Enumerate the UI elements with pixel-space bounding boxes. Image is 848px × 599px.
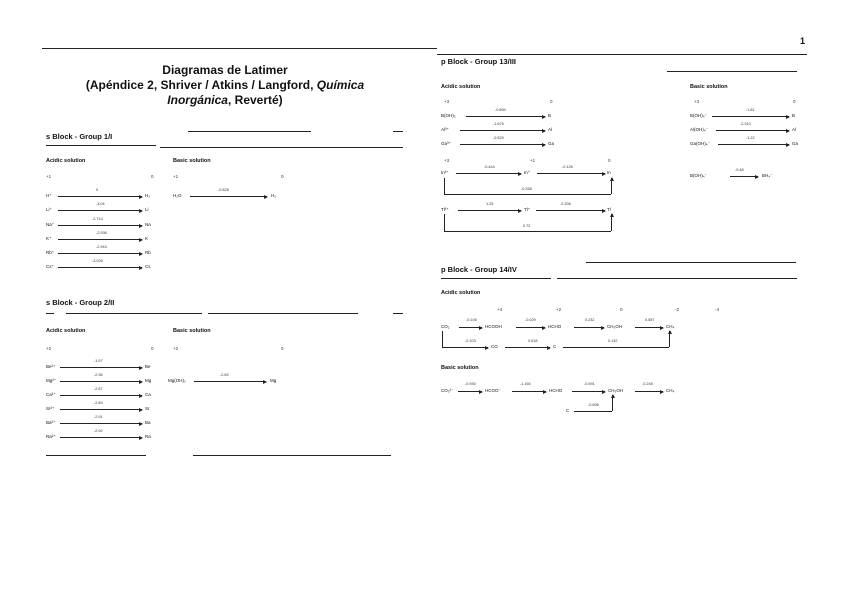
g13-row-right: Al bbox=[548, 127, 553, 132]
title-line-2 bbox=[60, 78, 390, 93]
g1-row-pot: -2.714 bbox=[92, 217, 103, 221]
g14-basic-arrow-3 bbox=[572, 391, 605, 392]
g13-in3-species: In³⁺ bbox=[441, 170, 449, 175]
g14-co-arrow bbox=[442, 347, 488, 348]
g14-ch4: CH₄ bbox=[666, 324, 675, 329]
g13-in-bracket-left bbox=[444, 178, 445, 194]
g1-row-pot: -3.04 bbox=[96, 202, 105, 206]
g2-row-left: Sr²⁺ bbox=[46, 406, 55, 411]
g2-acidic-label: Acidic solution bbox=[46, 328, 86, 334]
g13-tl-pot-2: -0.336 bbox=[560, 202, 571, 206]
g1-row-right: H₂ bbox=[145, 193, 150, 198]
g2-basic-left: Mg(OH)₂ bbox=[168, 378, 186, 383]
g14-acid-pot-3: 0.232 bbox=[585, 318, 595, 322]
g2-row-arrow bbox=[60, 381, 142, 382]
g14-basic-ch3oh: CH₃OH bbox=[608, 388, 624, 393]
g14-hcho: HCHO bbox=[548, 324, 562, 329]
title-line-2-text: (Apéndice 2, Shriver / Atkins / Langford, bbox=[85, 78, 317, 92]
g1-basic-arrow bbox=[190, 196, 267, 197]
g14-basic-ch4: CH₄ bbox=[666, 388, 675, 393]
g1-basic-ox-1: +1 bbox=[173, 174, 179, 179]
g13-row-pot: -0.529 bbox=[493, 136, 504, 140]
g14-basic-arrow-4 bbox=[635, 391, 663, 392]
g13-basic-extra-pot: -0.48 bbox=[735, 168, 744, 172]
g1-row-arrow bbox=[58, 210, 142, 211]
g14-acid-pot-1: -0.106 bbox=[466, 318, 477, 322]
g13-basic-extra-left: B(OH)₄⁻ bbox=[690, 173, 707, 178]
g2-rule-b bbox=[66, 313, 202, 314]
g1-acidic-ox-0: 0 bbox=[151, 174, 154, 179]
g2-row-right: Ra bbox=[145, 434, 151, 439]
g13-basic-pot: -1.22 bbox=[746, 136, 755, 140]
g2-row-right: Be bbox=[145, 364, 151, 369]
g1-row-left: Rb⁺ bbox=[46, 250, 55, 255]
g1-row-pot: -3.026 bbox=[92, 259, 103, 263]
g13-row-right: Ga bbox=[548, 141, 555, 146]
g13-tl1-species: Tl⁺ bbox=[524, 207, 531, 212]
g13-tl-arrow-1 bbox=[458, 210, 521, 211]
g13-in0-species: In bbox=[607, 170, 611, 175]
g13-in-arrow-2 bbox=[537, 173, 605, 174]
g14-c-ch4-arrow bbox=[669, 331, 670, 347]
g1-row-pot: -2.943 bbox=[96, 245, 107, 249]
page-number: 1 bbox=[800, 36, 806, 46]
g13-tl-bracket-left bbox=[444, 214, 445, 231]
g2-bottom-rule-a bbox=[46, 455, 146, 456]
g13-acidic-ox-0: 0 bbox=[550, 99, 553, 104]
g1-row-right: Li bbox=[145, 207, 149, 212]
g1-rule-c bbox=[393, 131, 403, 132]
g2-rule-c bbox=[208, 313, 358, 314]
g13-basic-label: Basic solution bbox=[690, 84, 728, 90]
g2-row-right: Mg bbox=[145, 378, 152, 383]
g2-row-arrow bbox=[60, 437, 142, 438]
g14-ox-4: +4 bbox=[497, 307, 503, 312]
g2-rule-d bbox=[393, 313, 403, 314]
g14-c-ch4-line bbox=[563, 347, 669, 348]
g2-row-right: Ca bbox=[145, 392, 151, 397]
g1-row-left: Na⁺ bbox=[46, 222, 55, 227]
g1-basic-right: H₂ bbox=[271, 193, 276, 198]
g13-tl-pot-1: 1.25 bbox=[486, 202, 494, 206]
g13-basic-right: Al bbox=[792, 127, 797, 132]
g2-row-right: Ba bbox=[145, 420, 151, 425]
g1-basic-label: Basic solution bbox=[173, 158, 211, 164]
g1-acidic-ox-1: +1 bbox=[46, 174, 52, 179]
s-block-group1-heading: s Block - Group 1/I bbox=[46, 132, 113, 141]
g14-basic-arrow-2 bbox=[512, 391, 546, 392]
group14-heading: p Block - Group 14/IV bbox=[441, 265, 517, 274]
group13-heading: p Block - Group 13/III bbox=[441, 57, 517, 66]
g14-bottom-pot: 0.132 bbox=[608, 339, 618, 343]
g13-basic-pot: -2.310 bbox=[740, 122, 751, 126]
g1-row-arrow bbox=[58, 196, 142, 197]
g1-row-arrow bbox=[58, 267, 142, 268]
g13-in-pot-2: -0.126 bbox=[562, 165, 573, 169]
g14-basic-hcho: HCHO bbox=[549, 388, 563, 393]
g14-acidic-label: Acidic solution bbox=[441, 290, 481, 296]
g13-tl-bracket-arrow bbox=[611, 214, 612, 231]
g14-acid-pot-2: -0.029 bbox=[525, 318, 536, 322]
g2-basic-pot: -2.69 bbox=[220, 373, 229, 377]
g2-acidic-ox-0: 0 bbox=[151, 346, 154, 351]
g1-acidic-label: Acidic solution bbox=[46, 158, 86, 164]
title-line-1: Diagramas de Latimer bbox=[162, 63, 288, 77]
g14-co-bracket-left bbox=[442, 331, 443, 347]
g14-ox-m4: -4 bbox=[715, 307, 720, 312]
g13-tl0-species: Tl bbox=[607, 207, 611, 212]
g13-basic-left: B(OH)₄⁻ bbox=[690, 113, 707, 118]
g13-basic-pot: -1.81 bbox=[746, 108, 755, 112]
g13-basic-arrow bbox=[716, 130, 789, 131]
g14-acid-arrow-4 bbox=[635, 327, 663, 328]
g13-basic-arrow bbox=[718, 144, 789, 145]
g2-row-pot: -2.92 bbox=[94, 429, 103, 433]
g14-acid-arrow-1 bbox=[459, 327, 482, 328]
g1-rule-b bbox=[160, 147, 403, 148]
g2-row-left: Ba²⁺ bbox=[46, 420, 56, 425]
g2-basic-label: Basic solution bbox=[173, 328, 211, 334]
g13-in-ox-1: +1 bbox=[530, 158, 536, 163]
g2-row-pot: -1.97 bbox=[94, 359, 103, 363]
g1-row-left: Cs⁺ bbox=[46, 264, 54, 269]
g14-basic-pot-3: -0.591 bbox=[584, 382, 595, 386]
g1-row-right: Na bbox=[145, 222, 151, 227]
title-line-3-text: , Reverté) bbox=[227, 93, 283, 107]
g2-rule-a bbox=[46, 313, 54, 314]
g1-row-left: H⁺ bbox=[46, 193, 52, 198]
g1-row-arrow bbox=[58, 253, 142, 254]
g14-heading-rule bbox=[557, 278, 797, 279]
g14-basic-c: C bbox=[566, 408, 570, 413]
g14-hcoo: HCOO⁻ bbox=[485, 388, 501, 393]
g14-basic-pot-4: -0.245 bbox=[642, 382, 653, 386]
g14-c: C bbox=[553, 344, 557, 349]
g2-row-pot: -2.87 bbox=[94, 387, 103, 391]
g13-basic-left: Ga(OH)₄⁻ bbox=[690, 141, 710, 146]
g2-acidic-ox-2: +2 bbox=[46, 346, 52, 351]
g2-row-left: Be²⁺ bbox=[46, 364, 56, 369]
g1-row-left: Li⁺ bbox=[46, 207, 52, 212]
g14-co-pot: -0.103 bbox=[465, 339, 476, 343]
g13-in-arrow-1 bbox=[456, 173, 521, 174]
g13-in-bracket-arrow bbox=[611, 178, 612, 194]
g2-basic-arrow bbox=[194, 381, 266, 382]
g2-row-right: Sr bbox=[145, 406, 150, 411]
g14-acid-arrow-2 bbox=[516, 327, 545, 328]
g2-basic-ox-2: +2 bbox=[173, 346, 179, 351]
g13-basic-left: Al(OH)₄⁻ bbox=[690, 127, 708, 132]
title-line-3-italic: Inorgánica bbox=[167, 93, 228, 107]
g13-in-ox-0: 0 bbox=[608, 158, 611, 163]
g14-ox-2: +2 bbox=[556, 307, 562, 312]
g14-basic-c-line bbox=[574, 411, 612, 412]
g13-row-left: B(OH)₃ bbox=[441, 113, 456, 118]
g13-row-left: Al³⁺ bbox=[441, 127, 449, 132]
g2-row-arrow bbox=[60, 395, 142, 396]
g13-tl-arrow-2 bbox=[536, 210, 605, 211]
g13-in-bracket-bottom bbox=[444, 194, 611, 195]
g13-in-pot-1: -0.444 bbox=[484, 165, 495, 169]
g2-basic-ox-0: 0 bbox=[281, 346, 284, 351]
g13-row-arrow bbox=[460, 144, 545, 145]
g2-row-left: Ra²⁺ bbox=[46, 434, 56, 439]
g2-row-pot: -2.36 bbox=[94, 373, 103, 377]
g14-acid-arrow-3 bbox=[574, 327, 604, 328]
g13-row-arrow bbox=[466, 116, 545, 117]
g13-in1-species: In⁺ bbox=[524, 170, 531, 175]
g14-ox-m2: -2 bbox=[675, 307, 680, 312]
g13-bottom-rule bbox=[586, 262, 796, 263]
g13-tl3-species: Tl³⁺ bbox=[441, 207, 449, 212]
g13-basic-right: Ga bbox=[792, 141, 799, 146]
g1-row-pot: -2.936 bbox=[96, 231, 107, 235]
g1-row-right: K bbox=[145, 236, 149, 241]
top-rule-right bbox=[437, 54, 807, 55]
g1-heading-underline bbox=[46, 145, 156, 146]
group2-heading: s Block - Group 2/II bbox=[46, 298, 115, 307]
g13-in-ox-3: +3 bbox=[444, 158, 450, 163]
g14-c-pot: 0.518 bbox=[528, 339, 538, 343]
g14-basic-c-pot: -0.698 bbox=[588, 403, 599, 407]
g13-row-pot: -0.890 bbox=[495, 108, 506, 112]
title-line-2-italic: Química bbox=[316, 78, 365, 92]
g14-co2: CO₂ bbox=[441, 324, 450, 329]
g13-acidic-label: Acidic solution bbox=[441, 84, 481, 90]
g14-c-arrow bbox=[505, 347, 550, 348]
g14-co3: CO₃²⁻ bbox=[441, 388, 454, 393]
g2-row-arrow bbox=[60, 367, 142, 368]
g13-basic-extra-arrow bbox=[730, 176, 758, 177]
g13-basic-right: B bbox=[792, 113, 796, 118]
g2-row-arrow bbox=[60, 409, 142, 410]
g13-in-pot-below: -0.338 bbox=[521, 187, 532, 191]
g1-row-arrow bbox=[58, 239, 142, 240]
top-rule-right-short bbox=[667, 71, 797, 72]
g2-row-arrow bbox=[60, 423, 142, 424]
g1-rule-a bbox=[188, 131, 311, 132]
g14-heading-underline bbox=[441, 278, 551, 279]
g13-basic-ox-3: +3 bbox=[694, 99, 700, 104]
g1-basic-pot: -0.828 bbox=[218, 188, 229, 192]
g1-basic-left: H₂O bbox=[173, 193, 182, 198]
g2-bottom-rule-b bbox=[193, 455, 391, 456]
g13-basic-arrow bbox=[712, 116, 789, 117]
g13-row-pot: -1.676 bbox=[493, 122, 504, 126]
g14-basic-label: Basic solution bbox=[441, 365, 479, 371]
g14-acid-pot-4: 0.587 bbox=[645, 318, 655, 322]
g14-basic-arrow-1 bbox=[458, 391, 482, 392]
g1-row-right: Cs bbox=[145, 264, 151, 269]
g14-basic-pot-2: -1.160 bbox=[520, 382, 531, 386]
g1-row-left: K⁺ bbox=[46, 236, 52, 241]
g1-row-right: Rb bbox=[145, 250, 151, 255]
g13-row-arrow bbox=[460, 130, 545, 131]
g14-hcooh: HCOOH bbox=[485, 324, 502, 329]
g2-row-pot: -2.91 bbox=[94, 415, 103, 419]
g13-tl-bracket-bottom bbox=[444, 231, 611, 232]
g1-basic-ox-0: 0 bbox=[281, 174, 284, 179]
g1-row-arrow bbox=[58, 225, 142, 226]
g13-basic-extra-right: BH₄⁻ bbox=[762, 173, 773, 178]
g2-row-left: Mg²⁺ bbox=[46, 378, 57, 383]
g1-row-pot: 0 bbox=[96, 188, 99, 192]
g14-co: CO bbox=[491, 344, 498, 349]
document-title bbox=[60, 63, 390, 108]
title-line-3 bbox=[60, 93, 390, 108]
g2-row-left: Ca²⁺ bbox=[46, 392, 56, 397]
g13-row-left: Ga³⁺ bbox=[441, 141, 451, 146]
g13-row-right: B bbox=[548, 113, 552, 118]
g2-row-pot: -2.89 bbox=[94, 401, 103, 405]
g14-basic-c-arrow bbox=[612, 395, 613, 411]
g14-ox-0: 0 bbox=[620, 307, 623, 312]
g13-acidic-ox-3: +3 bbox=[444, 99, 450, 104]
g13-basic-ox-0: 0 bbox=[793, 99, 796, 104]
g14-ch3oh: CH₃OH bbox=[607, 324, 623, 329]
g13-tl-pot-below: 0.72 bbox=[523, 224, 531, 228]
g2-basic-right: Mg bbox=[270, 378, 277, 383]
top-rule-left bbox=[42, 48, 437, 49]
g14-basic-pot-1: -0.930 bbox=[465, 382, 476, 386]
